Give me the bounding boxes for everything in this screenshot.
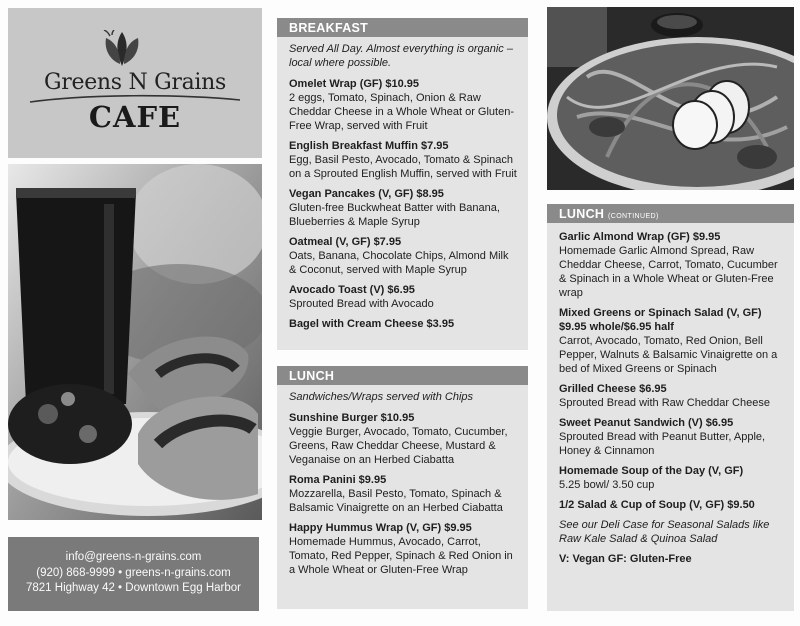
menu-item (289, 317, 518, 331)
menu-item-title: Mixed Greens or Spinach Salad (V, GF) $9.95 whole/$6.95 half (559, 307, 762, 333)
menu-item-description: 5.25 bowl/ 3.50 cup (559, 479, 655, 491)
menu-item-title: Oatmeal (V, GF) $7.95 (289, 236, 402, 248)
menu-item-description: Mozzarella, Basil Pesto, Tomato, Spinach & Balsamic Vinaigrette on an Herbed Ciabatta (289, 488, 503, 514)
menu-item-title: Avocado Toast (V) $6.95 (289, 284, 415, 296)
menu-item-title: Grilled Cheese $6.95 (559, 383, 667, 395)
food-photo-wrap-and-drink (8, 164, 262, 520)
breakfast-heading: BREAKFAST (277, 18, 528, 37)
lunch-continued-heading (547, 204, 794, 223)
deli-case-note: See our Deli Case for Seasonal Salads like Raw Kale Salad & Quinoa Salad (559, 519, 770, 545)
menu-item-title: Roma Panini $9.95 (289, 474, 387, 486)
menu-item-description: Sprouted Bread with Peanut Butter, Apple, Honey & Cinnamon (559, 431, 766, 457)
menu-item-title: Garlic Almond Wrap (GF) $9.95 (559, 231, 721, 243)
lunch-continued-title: LUNCH (559, 207, 605, 221)
menu-item (289, 187, 518, 229)
breakfast-intro: Served All Day. Almost everything is organic – local where possible. (289, 43, 513, 69)
menu-item (559, 382, 784, 410)
menu-item (559, 498, 784, 512)
menu-item-description: Sprouted Bread with Avocado (289, 298, 434, 310)
logo-subtitle: CAFE (88, 100, 182, 134)
logo-block (8, 8, 262, 158)
continued-note: (CONTINUED) (608, 213, 659, 220)
logo-name: Greens N Grains (43, 70, 227, 95)
breakfast-panel (277, 18, 528, 350)
menu-item-description: Sprouted Bread with Raw Cheddar Cheese (559, 397, 770, 409)
menu-item (559, 306, 784, 376)
menu-item (289, 473, 518, 515)
photo-illustration (8, 164, 262, 520)
menu-item (559, 464, 784, 492)
menu-item-description: 2 eggs, Tomato, Spinach, Onion & Raw Cheddar Cheese in a Whole Wheat or Gluten-Free Wrap, served with Fruit (289, 92, 515, 132)
photo-illustration (547, 7, 794, 190)
menu-item-description: Homemade Hummus, Avocado, Carrot, Tomato, Red Pepper, Spinach & Red Onion in a Whole Wheat or Gluten-Free Wrap (289, 536, 513, 576)
menu-item-description: Carrot, Avocado, Tomato, Red Onion, Bell Pepper, Walnuts & Balsamic Vinaigrette on a bed of Mixed Greens or Spinach (559, 335, 778, 375)
menu-item-title: Sunshine Burger $10.95 (289, 412, 415, 424)
menu-item-title: Homemade Soup of the Day (V, GF) (559, 465, 744, 477)
menu-item-title: Vegan Pancakes (V, GF) $8.95 (289, 188, 444, 200)
lunch-heading: LUNCH (277, 366, 528, 385)
menu-item (559, 416, 784, 458)
menu-item-title: Happy Hummus Wrap (V, GF) $9.95 (289, 522, 472, 534)
contact-phone-web: (920) 868-9999 • greens-n-grains.com (36, 566, 231, 579)
contact-address: 7821 Highway 42 • Downtown Egg Harbor (26, 582, 241, 594)
menu-item-description: Homemade Garlic Almond Spread, Raw Cheddar Cheese, Carrot, Tomato, Cucumber & Spinach in a Whole Wheat or Gluten-Free wrap (559, 245, 778, 299)
menu-item-title: Sweet Peanut Sandwich (V) $6.95 (559, 417, 734, 429)
menu-item-description: Oats, Banana, Chocolate Chips, Almond Milk & Coconut, served with Maple Syrup (289, 250, 509, 276)
lunch-intro: Sandwiches/Wraps served with Chips (289, 391, 474, 403)
menu-item (559, 230, 784, 300)
menu-item-title: Omelet Wrap (GF) $10.95 (289, 78, 420, 90)
diet-legend: V: Vegan GF: Gluten-Free (559, 553, 692, 565)
menu-item-description: Egg, Basil Pesto, Avocado, Tomato & Spinach on a Sprouted English Muffin, served with Fruit (289, 154, 517, 180)
menu-item-title: Bagel with Cream Cheese $3.95 (289, 318, 455, 330)
menu-item (289, 411, 518, 467)
contact-info (8, 537, 259, 611)
lunch-panel (277, 366, 528, 609)
menu-item (289, 77, 518, 133)
menu-item (289, 139, 518, 181)
menu-item (289, 521, 518, 577)
leaf-logo-icon (100, 30, 144, 68)
menu-item-title: English Breakfast Muffin $7.95 (289, 140, 449, 152)
menu-item-description: Gluten-free Buckwheat Batter with Banana, Blueberries & Maple Syrup (289, 202, 500, 228)
menu-item (289, 235, 518, 277)
menu-item (289, 283, 518, 311)
contact-email: info@greens-n-grains.com (65, 551, 202, 563)
lunch-continued-panel (547, 204, 794, 611)
menu-item-description: Veggie Burger, Avocado, Tomato, Cucumber, Greens, Raw Cheddar Cheese, Mustard & Veganaise on an Herbed Ciabatta (289, 426, 508, 466)
food-photo-salad (547, 7, 794, 190)
menu-item-title: 1/2 Salad & Cup of Soup (V, GF) $9.50 (559, 499, 755, 511)
